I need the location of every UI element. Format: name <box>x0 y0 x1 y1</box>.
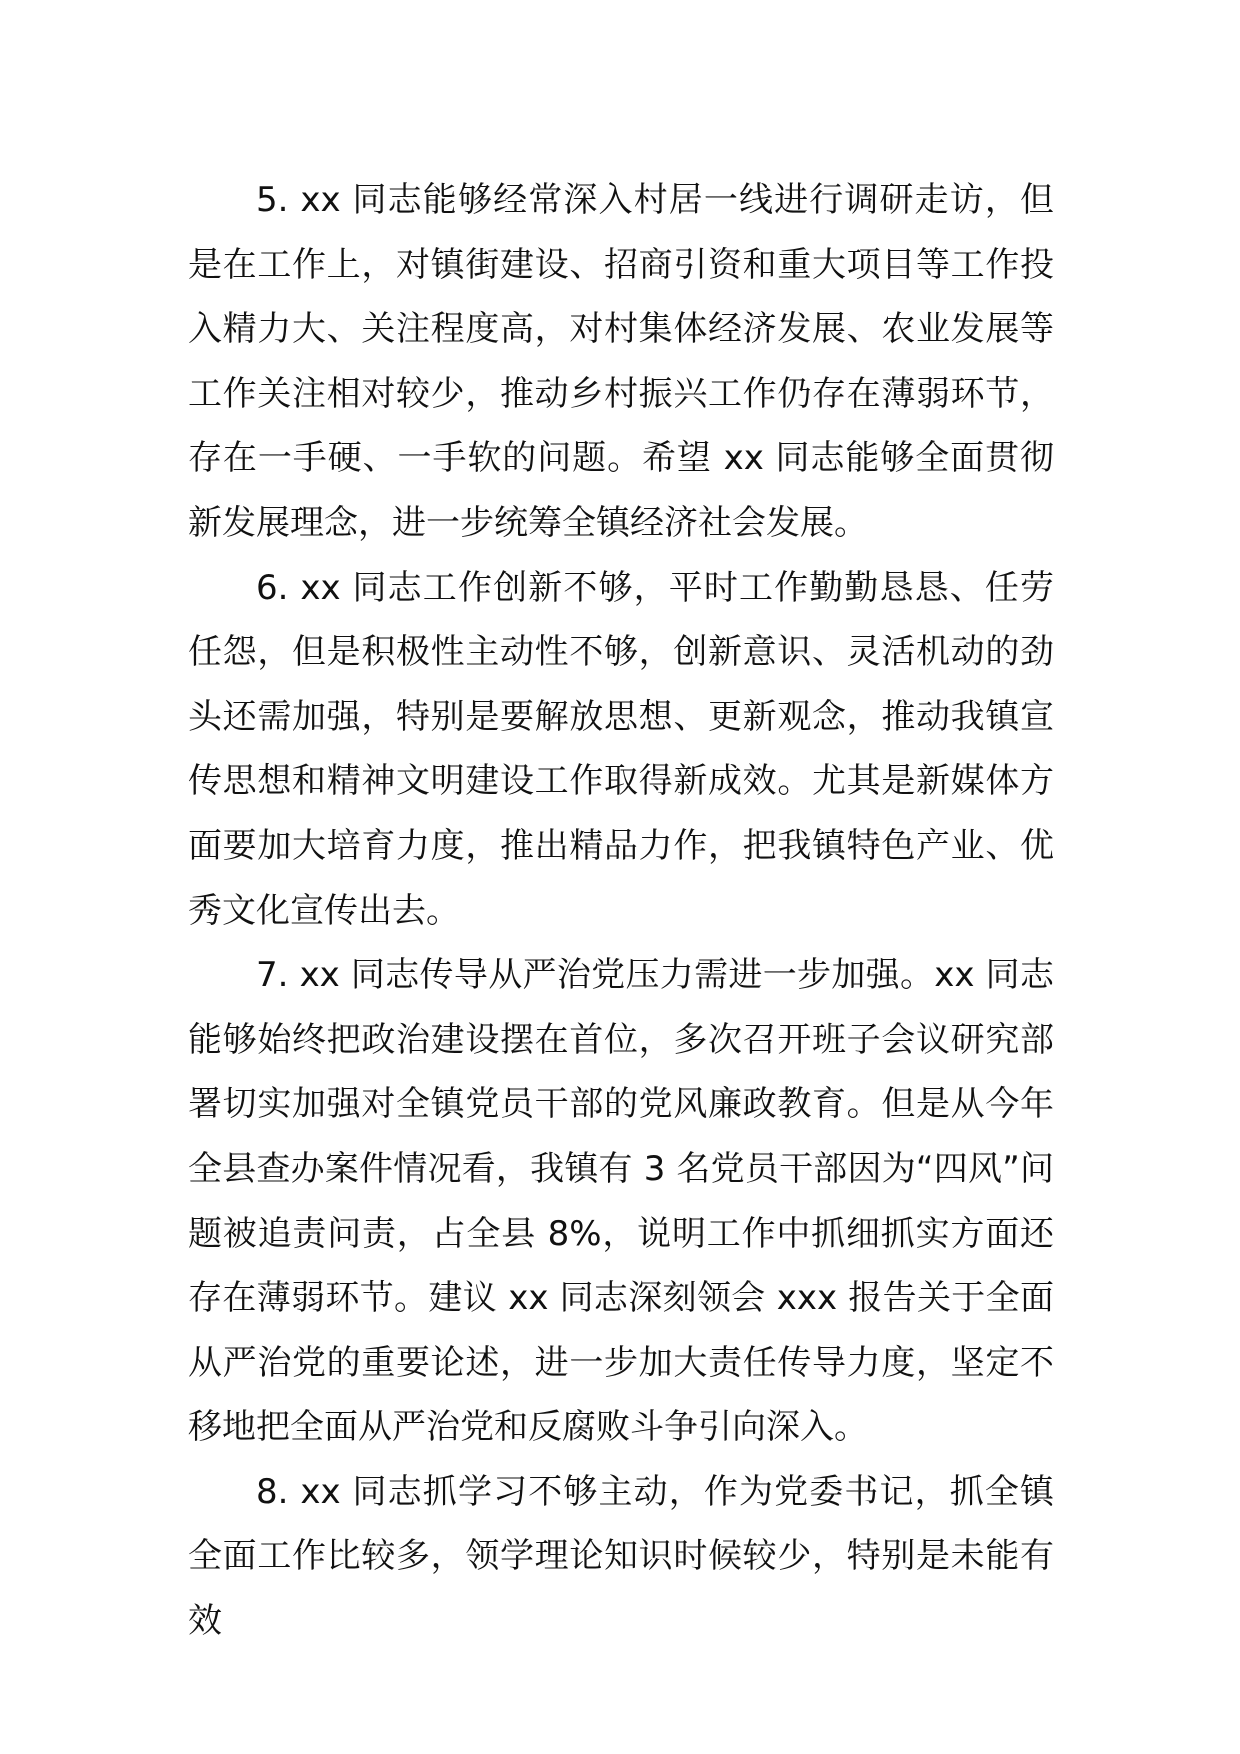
paragraph-5: 5. xx 同志能够经常深入村居一线进行调研走访，但是在工作上，对镇街建设、招商引资和重大项目等工作投入精力大、关注程度高，对村集体经济发展、农业发展等工作关注相对较少，推动乡村振兴工作仍存在薄弱环节，存在一手硬、一手软的问题。希望 xx 同志能够全面贯彻新发展理念，进一步统筹全镇经济社会发展。 <box>188 180 1054 543</box>
document-body <box>188 168 1054 1654</box>
paragraph-7: 7. xx 同志传导从严治党压力需进一步加强。xx 同志能够始终把政治建设摆在首位，多次召开班子会议研究部署切实加强对全镇党员干部的党风廉政教育。但是从今年全县查办案件情况看，我镇有 3 名党员干部因为“四风”问题被追责问责，占全县 8%，说明工作中抓细抓实方面还存在薄弱环节。建议 xx 同志深刻领会 xxx 报告关于全面从严治党的重要论述，进一步加大责任传导力度，坚定不移地把全面从严治党和反腐败斗争引向深入。 <box>188 955 1054 1448</box>
paragraph-6: 6. xx 同志工作创新不够，平时工作勤勤恳恳、任劳任怨，但是积极性主动性不够，创新意识、灵活机动的劲头还需加强，特别是要解放思想、更新观念，推动我镇宣传思想和精神文明建设工作取得新成效。尤其是新媒体方面要加大培育力度，推出精品力作，把我镇特色产业、优秀文化宣传出去。 <box>188 567 1054 931</box>
paragraph-8: 8. xx 同志抓学习不够主动，作为党委书记，抓全镇全面工作比较多，领学理论知识时候较少，特别是未能有效 <box>188 1471 1054 1642</box>
